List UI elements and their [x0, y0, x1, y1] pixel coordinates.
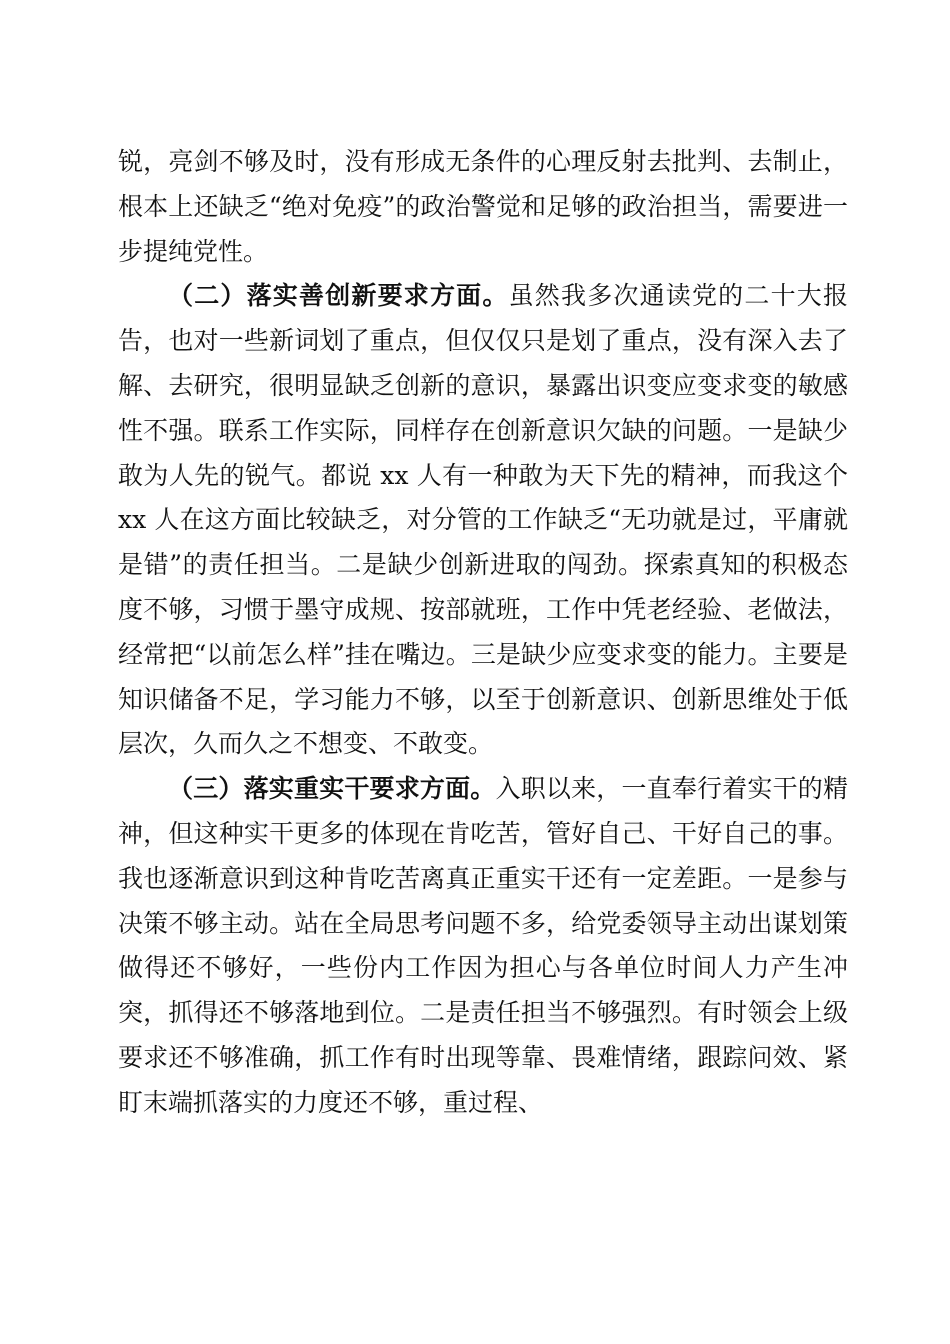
paragraph-text: 虽然我多次通读党的二十大报告，也对一些新词划了重点，但仅仅只是划了重点，没有深入去了解、去研究，很明显缺乏创新的意识，暴露出识变应变求变的敏感性不强。联系工作实际，同样存在创新意识欠缺的问题。一是缺少敢为人先的锐气。都说 xx 人有一种敢为天下先的精神，而我这个 xx 人在这方面比较缺乏，对分管的工作缺乏“无功就是过，平庸就是错”的责任担当。二是缺少创新进取的闯劲。探索真知的积极态度不够，习惯于墨守成规、按部就班，工作中凭老经验、老做法，经常把“以前怎么样”挂在嘴边。三是缺少应变求变的能力。主要是知识储备不足，学习能力不够，以至于创新意识、创新思维处于低层次，久而久之不想变、不敢变。	[118, 281, 848, 759]
paragraph-section-3	[118, 767, 848, 1125]
paragraph-text: 入职以来，一直奉行着实干的精神，但这种实干更多的体现在肯吃苦，管好自己、干好自己的事。我也逐渐意识到这种肯吃苦离真正重实干还有一定差距。一是参与决策不够主动。站在全局思考问题不多，给党委领导主动出谋划策做得还不够好，一些份内工作因为担心与各单位时间人力产生冲突，抓得还不够落地到位。二是责任担当不够强烈。有时领会上级要求还不够准确，抓工作有时出现等靠、畏难情绪，跟踪问效、紧盯末端抓落实的力度还不够，重过程、	[118, 774, 848, 1117]
paragraph-section-2	[118, 274, 848, 767]
paragraph-continuation	[118, 140, 848, 274]
section-heading-2: （二）落实善创新要求方面。	[168, 281, 509, 311]
section-heading-3: （三）落实重实干要求方面。	[168, 774, 496, 804]
document-body	[118, 140, 848, 1126]
paragraph-text: 锐，亮剑不够及时，没有形成无条件的心理反射去批判、去制止，根本上还缺乏“绝对免疫”的政治警觉和足够的政治担当，需要进一步提纯党性。	[118, 147, 848, 266]
